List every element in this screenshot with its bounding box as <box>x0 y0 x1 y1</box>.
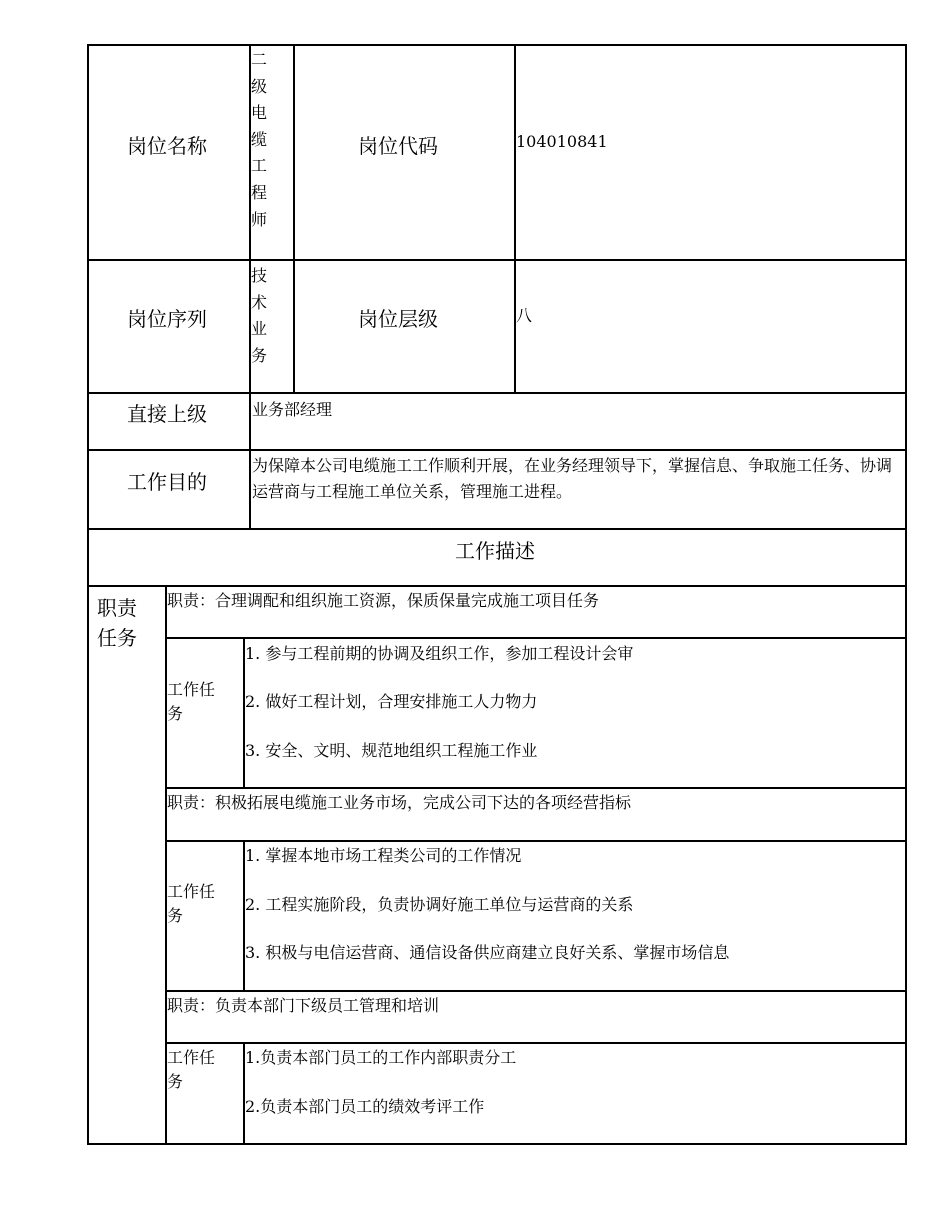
position-level-value: 八 <box>516 306 533 325</box>
table-border <box>293 44 295 394</box>
table-border <box>87 44 907 46</box>
table-border <box>165 840 907 842</box>
direct-superior-value: 业务部经理 <box>252 400 333 419</box>
position-series-value: 技 术 业 务 <box>251 266 268 365</box>
position-series-label: 岗位序列 <box>127 307 207 331</box>
table-border <box>514 44 516 394</box>
direct-superior-label: 直接上级 <box>127 402 207 426</box>
task-item: 1.负责本部门员工的工作内部职责分工 <box>245 1048 517 1067</box>
table-border <box>165 787 907 789</box>
position-code-value: 104010841 <box>516 132 608 151</box>
work-task-label: 工作任 务 <box>167 1048 216 1091</box>
task-item: 2. 做好工程计划，合理安排施工人力物力 <box>245 692 538 711</box>
table-border <box>87 528 907 530</box>
position-name-label: 岗位名称 <box>127 134 207 158</box>
table-border <box>87 1143 907 1145</box>
responsibility-title: 职责：负责本部门下级员工管理和培训 <box>167 996 440 1015</box>
table-border <box>905 44 907 1145</box>
table-border <box>87 392 907 394</box>
position-code-label: 岗位代码 <box>358 134 438 158</box>
work-description-heading: 工作描述 <box>455 539 535 563</box>
table-border <box>165 637 907 639</box>
responsibility-title: 职责：积极拓展电缆施工业务市场，完成公司下达的各项经营指标 <box>167 793 632 812</box>
table-border <box>87 585 907 587</box>
table-border <box>87 259 907 261</box>
task-item: 3. 积极与电信运营商、通信设备供应商建立良好关系、掌握市场信息 <box>245 943 730 962</box>
table-border <box>165 1042 907 1044</box>
task-item: 1. 参与工程前期的协调及组织工作，参加工程设计会审 <box>245 644 634 663</box>
task-item: 2. 工程实施阶段，负责协调好施工单位与运营商的关系 <box>245 895 634 914</box>
task-item: 3. 安全、文明、规范地组织工程施工作业 <box>245 741 538 760</box>
table-border <box>87 44 89 1145</box>
responsibilities-section-label: 职责 任务 <box>97 596 137 650</box>
work-task-label: 工作任 务 <box>167 882 216 925</box>
task-item: 1. 掌握本地市场工程类公司的工作情况 <box>245 846 522 865</box>
position-level-label: 岗位层级 <box>358 307 438 331</box>
task-item: 2.负责本部门员工的绩效考评工作 <box>245 1097 485 1116</box>
work-purpose-value: 为保障本公司电缆施工工作顺利开展，在业务经理领导下，掌握信息、争取施工任务、协调运营商与工程施工单位关系，管理施工进程。 <box>252 456 893 501</box>
work-purpose-label: 工作目的 <box>127 470 207 494</box>
work-task-label: 工作任 务 <box>167 680 216 723</box>
responsibility-title: 职责：合理调配和组织施工资源，保质保量完成施工项目任务 <box>167 591 600 610</box>
position-name-value: 二 级 电 缆 工 程 师 <box>251 50 268 229</box>
table-border <box>165 990 907 992</box>
table-border <box>87 449 907 451</box>
